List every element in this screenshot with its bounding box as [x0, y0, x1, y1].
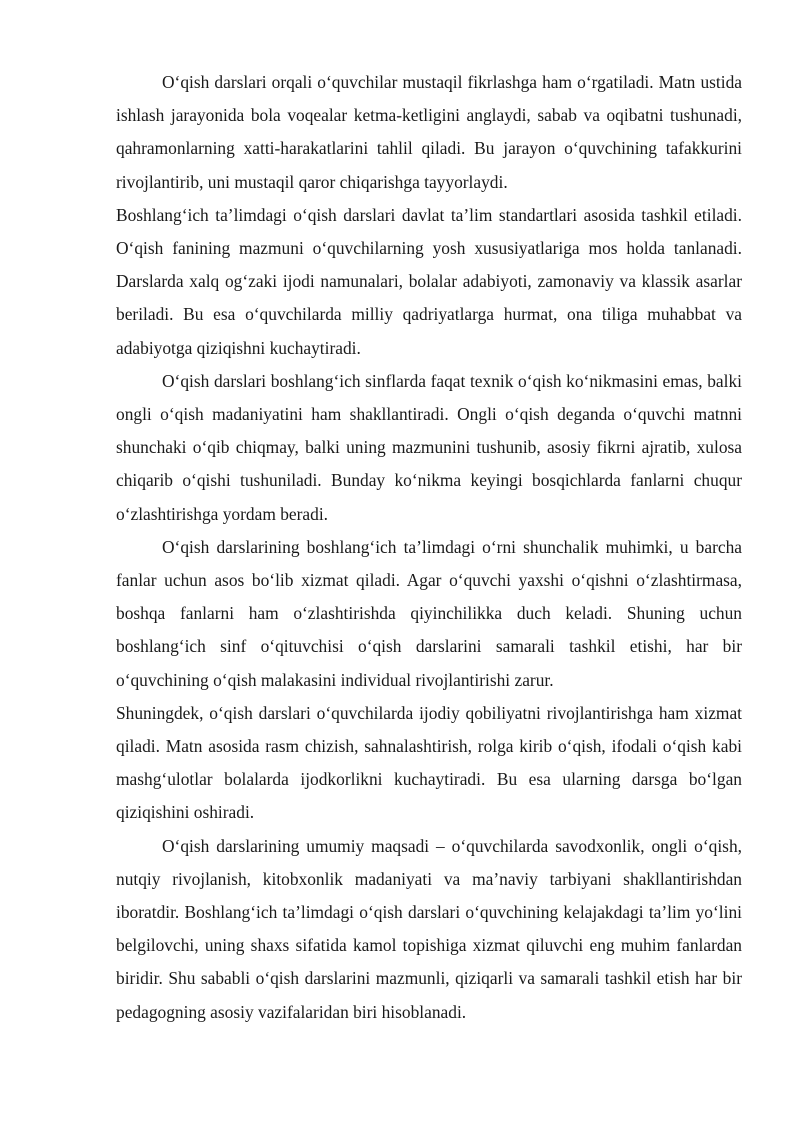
- paragraph-6: O‘qish darslarining umumiy maqsadi – o‘quvchilarda savodxonlik, ongli o‘qish, nutqiy rivojlanish, kitobxonlik madaniyati va ma’naviy tarbiyani shakllantirishdan iboratdir. Boshlang‘ich ta’limdagi o‘qish darslari o‘quvchining kelajakdagi ta’lim yo‘lini belgilovchi, uning shaxs sifatida kamol topishiga xizmat qiluvchi eng muhim fanlardan biridir. Shu sababli o‘qish darslarini mazmunli, qiziqarli va samarali tashkil etish har bir pedagogning asosiy vazifalaridan biri hisoblanadi.: [116, 835, 742, 1022]
- paragraph-4: O‘qish darslarining boshlang‘ich ta’limdagi o‘rni shunchalik muhimki, u barcha fanlar uchun asos bo‘lib xizmat qiladi. Agar o‘quvchi yaxshi o‘qishni o‘zlashtirmasa, boshqa fanlarni ham o‘zlashtirishda qiyinchilikka duch keladi. Shuning uchun boshlang‘ich sinf o‘qituvchisi o‘qish darslarini samarali tashkil etishi, har bir o‘quvchining o‘qish malakasini individual rivojlantirishi zarur.: [116, 536, 742, 690]
- paragraph-1: O‘qish darslari orqali o‘quvchilar mustaqil fikrlashga ham o‘rgatiladi. Matn ustida ishlash jarayonida bola voqealar ketma-ketligini anglaydi, sabab va oqibatni tushunadi, qahramonlarning xatti-harakatlarini tahlil qiladi. Bu jarayon o‘quvchining tafakkurini rivojlantirib, uni mustaqil qaror chiqarishga tayyorlaydi.: [116, 72, 742, 192]
- document-page: [116, 66, 742, 1029]
- paragraph-2: Boshlang‘ich ta’limdagi o‘qish darslari davlat ta’lim standartlari asosida tashkil etiladi. O‘qish fanining mazmuni o‘quvchilarning yosh xususiyatlariga mos holda tanlanadi. Darslarda xalq og‘zaki ijodi namunalari, bolalar adabiyoti, zamonaviy va klassik asarlar beriladi. Bu esa o‘quvchilarda milliy qadriyatlarga hurmat, ona tiliga muhabbat va adabiyotga qiziqishni kuchaytiradi.: [116, 204, 742, 358]
- paragraph-3: O‘qish darslari boshlang‘ich sinflarda faqat texnik o‘qish ko‘nikmasini emas, balki ongli o‘qish madaniyatini ham shakllantiradi. Ongli o‘qish deganda o‘quvchi matnni shunchaki o‘qib chiqmay, balki uning mazmunini tushunib, asosiy fikrni ajratib, xulosa chiqarib o‘qishi tushuniladi. Bunday ko‘nikma keyingi bosqichlarda fanlarni chuqur o‘zlashtirishga yordam beradi.: [116, 370, 742, 524]
- paragraph-5: Shuningdek, o‘qish darslari o‘quvchilarda ijodiy qobiliyatni rivojlantirishga ham xizmat qiladi. Matn asosida rasm chizish, sahnalashtirish, rolga kirib o‘qish, ifodali o‘qish kabi mashg‘ulotlar bolalarda ijodkorlikni kuchaytiradi. Bu esa ularning darsga bo‘lgan qiziqishini oshiradi.: [116, 702, 742, 823]
